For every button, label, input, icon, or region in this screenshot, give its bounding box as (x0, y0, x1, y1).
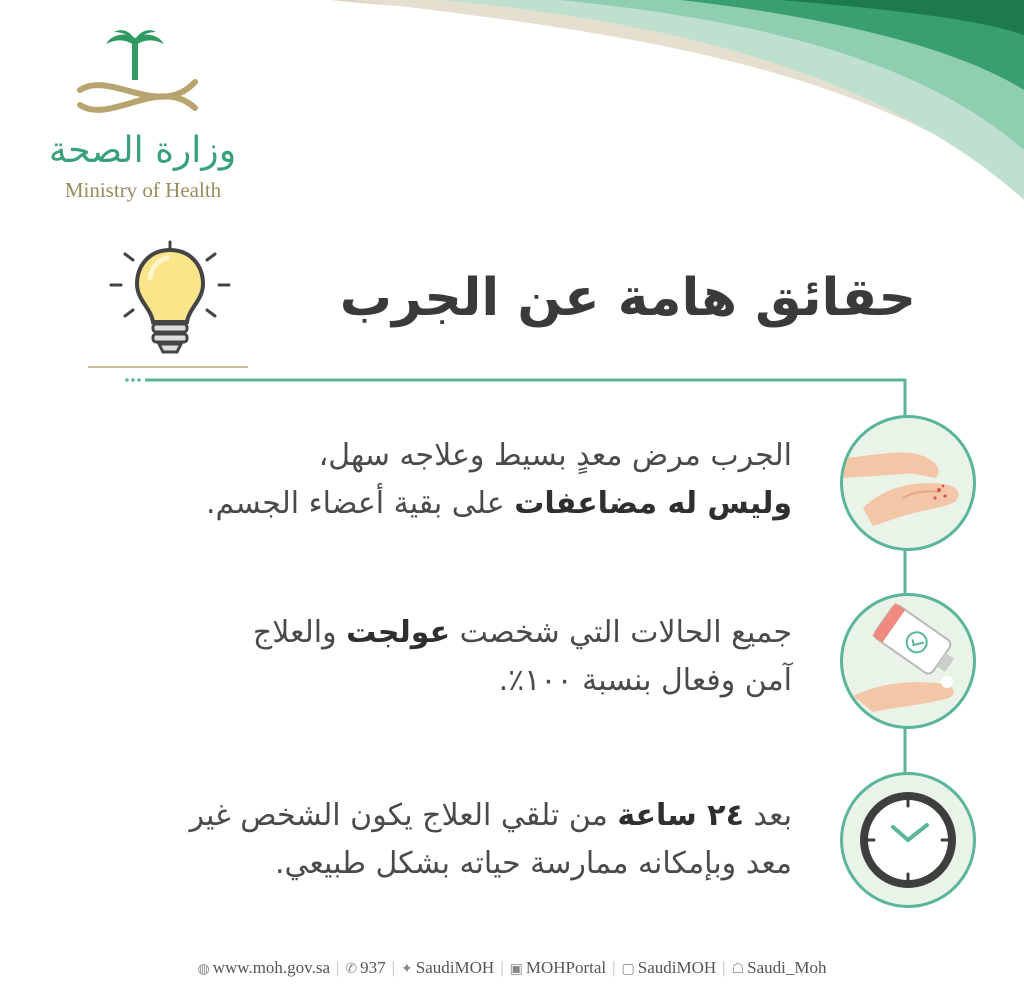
footer-website-text: www.moh.gov.sa (212, 958, 330, 977)
footer-snapchat-text: Saudi_Moh (747, 958, 827, 977)
footer-separator: | (500, 958, 504, 977)
fact-3-pre: بعد (743, 798, 792, 833)
footer-twitter-text: SaudiMOH (415, 958, 495, 977)
fact-1-rest: على بقية أعضاء الجسم. (205, 486, 515, 521)
palm-swords-emblem-icon (60, 30, 210, 130)
footer-separator: | (391, 958, 396, 977)
footer-snapchat[interactable] (732, 958, 827, 978)
globe-icon: ◍ (197, 961, 210, 977)
footer-separator: | (612, 958, 616, 977)
footer-website[interactable] (198, 958, 330, 978)
title-divider (88, 366, 248, 368)
footer-phone-text: 937 (360, 958, 386, 977)
facebook-icon: ▢ (621, 961, 635, 977)
fact-3-post: من تلقي العلاج يكون الشخص غير (189, 798, 618, 833)
footer-twitter[interactable] (401, 958, 494, 978)
fact-2-post: والعلاج (252, 615, 347, 650)
cream-tube-illustration (840, 593, 976, 729)
clock-icon (843, 775, 973, 905)
footer-separator: | (336, 958, 340, 977)
fact-2-pre: جميع الحالات التي شخصت (450, 615, 792, 650)
fact-1-line-2 (206, 480, 792, 528)
fact-1-bold: وليس له مضاعفات (514, 486, 792, 521)
footer-separator: | (722, 958, 726, 977)
footer-facebook-text: SaudiMOH (637, 958, 717, 977)
phone-icon: ✆ (345, 961, 358, 977)
footer-phone[interactable] (345, 958, 385, 978)
fact-2-line-1 (253, 609, 792, 657)
footer-contacts (0, 958, 1024, 978)
logo-english-text: Ministry of Health (64, 178, 222, 202)
fact-3 (189, 792, 792, 888)
clock-illustration (840, 772, 976, 908)
footer-youtube[interactable] (510, 958, 607, 978)
fact-3-line-2: معد وبإمكانه ممارسة حياته بشكل طبيعي. (275, 846, 792, 881)
fact-2 (253, 609, 792, 705)
ointment-tube-icon (843, 596, 973, 726)
fact-3-bold: ٢٤ ساعة (617, 798, 744, 833)
fact-3-line-1 (189, 792, 792, 840)
moh-logo (30, 30, 250, 215)
footer-youtube-text: MOHPortal (525, 958, 607, 977)
youtube-icon: ▣ (509, 961, 523, 977)
fact-1-line-1: الجرب مرض معدٍ بسيط وعلاجه سهل، (318, 438, 792, 473)
fact-2-line-2: آمن وفعال بنسبة ١٠٠٪. (498, 663, 792, 698)
fact-2-bold: عولجت (346, 615, 451, 650)
lightbulb-icon (105, 240, 235, 360)
page-title: حقائق هامة عن الجرب (339, 268, 916, 328)
snapchat-icon: ☖ (731, 961, 745, 977)
twitter-icon: ✦ (401, 961, 413, 977)
logo-arabic-text: وزارة الصحة (48, 130, 237, 171)
fact-1 (206, 432, 792, 528)
itchy-hands-illustration (840, 415, 976, 551)
footer-facebook[interactable] (622, 958, 717, 978)
hands-icon (843, 418, 973, 548)
